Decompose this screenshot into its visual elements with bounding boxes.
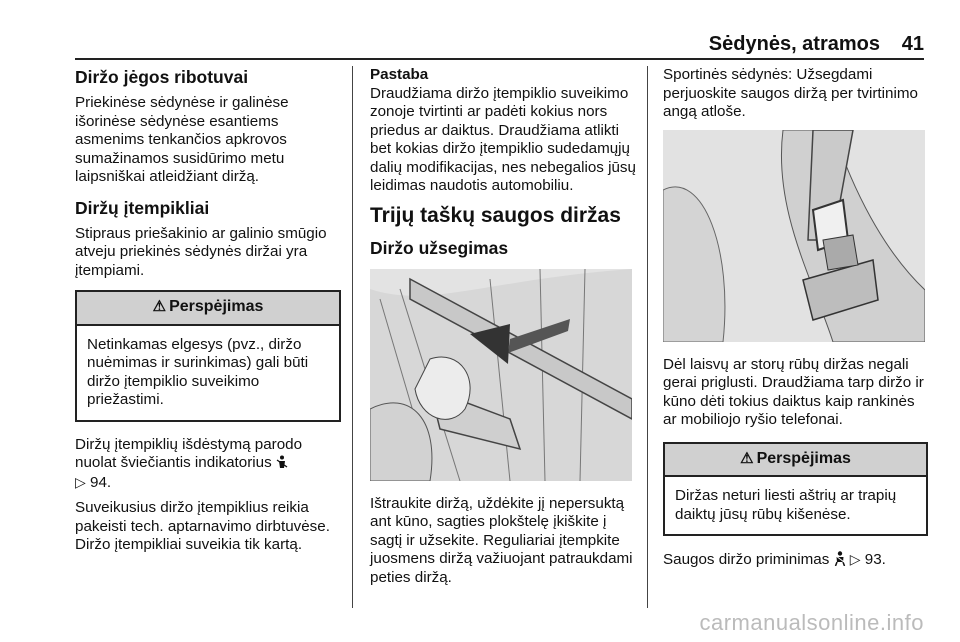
column-3 bbox=[663, 66, 928, 577]
warning-title-1: Perspėjimas bbox=[169, 298, 264, 315]
warning-header-2 bbox=[665, 444, 926, 478]
watermark: carmanualsonline.info bbox=[699, 610, 924, 635]
paragraph-reminder bbox=[663, 550, 928, 570]
reminder-page-ref[interactable]: 93. bbox=[864, 551, 886, 568]
paragraph-pretensioners: Stipraus priešakinio ar galinio smūgio atveju priekinės sėdynės diržai yra įtempiami. bbox=[75, 224, 327, 279]
seatbelt-person-icon bbox=[834, 551, 846, 566]
column-divider-2 bbox=[647, 66, 648, 608]
reference-arrow-icon: ▷ bbox=[849, 551, 861, 567]
warning-box-2 bbox=[663, 442, 928, 537]
paragraph-indicator bbox=[75, 436, 341, 493]
paragraph-sport-seats: Sportinės sėdynės: Užsegdami perjuoskite saugos diržą per tvirtinimo angą atloše. bbox=[663, 66, 918, 120]
warning-text-1: Netinkamas elgesys (pvz., diržo nuėmimas ir surinkimas) gali būti diržo įtempiklio suveikimo priežastimi. bbox=[87, 335, 309, 408]
indicator-page-ref[interactable]: 94. bbox=[90, 473, 112, 491]
reminder-text: Saugos diržo priminimas bbox=[663, 551, 830, 568]
heading-fastening: Diržo užsegimas bbox=[370, 237, 509, 258]
paragraph-fastening: Ištraukite diržą, uždėkite jį nepersuktą ant kūno, sagties plokštelę įkiškite į sagtį ir užsekite. Reguliariai įtempkite juosmens diržą važiuojant patraukdami peties diržą. bbox=[370, 494, 633, 586]
paragraph-clothing: Dėl laisvų ar storų rūbų diržas negali gerai priglusti. Draudžiama tarp diržo ir kūno dėti tokius daiktus kaip rankinės ar mobiliojo ryšio telefonai. bbox=[663, 355, 924, 428]
heading-three-point-belt: Trijų taškų saugos diržas bbox=[370, 203, 621, 227]
note-title: Pastaba bbox=[370, 66, 429, 83]
warning-text-2: Diržas neturi liesti aštrių ar trapių daiktų jūsų rūbų kišenėse. bbox=[675, 487, 897, 523]
warning-triangle-icon: ⚠ bbox=[152, 298, 167, 315]
page-number: 41 bbox=[901, 33, 924, 55]
paragraph-force-limiters: Priekinėse sėdynėse ir galinėse išorinėse sėdynėse esantiems asmenims tenkančios apkrovos sumažinamos susidūrimo metu laipsniškai atleidžiant diržą. bbox=[75, 94, 289, 185]
warning-box-1 bbox=[75, 290, 341, 422]
figure-sport-seat-belt-slot bbox=[663, 130, 925, 342]
warning-triangle-icon: ⚠ bbox=[740, 449, 754, 467]
paragraph-service: Suveikusius diržo įtempiklius reikia pakeisti tech. aptarnavimo dirbtuvėse. Diržo įtempikliai suveikia tik kartą. bbox=[75, 499, 330, 553]
reference-arrow-icon: ▷ bbox=[75, 473, 86, 490]
column-1 bbox=[75, 66, 341, 562]
column-2 bbox=[370, 66, 636, 594]
heading-pretensioners: Diržų įtempikliai bbox=[75, 197, 210, 218]
heading-force-limiters: Diržo jėgos ribotuvai bbox=[75, 67, 249, 87]
seat-pretensioner-icon bbox=[276, 455, 288, 469]
note-text: Draudžiama diržo įtempiklio suveikimo zonoje tvirtinti ar padėti kokius nors priedus ar daiktus. Draudžiama atlikti bet kokias diržo įtempiklio sudedamųjų dalių modifikacijas, nes nebegalios jūsų leidimas naudotis automobiliu. bbox=[370, 84, 636, 194]
running-header-title: Sėdynės, atramos bbox=[708, 33, 880, 55]
figure-fastening-belt bbox=[370, 269, 632, 481]
warning-title-2: Perspėjimas bbox=[756, 449, 851, 467]
warning-header-1 bbox=[77, 292, 339, 326]
header-rule bbox=[75, 58, 924, 60]
column-divider-1 bbox=[352, 66, 353, 608]
indicator-text: Diržų įtempiklių išdėstymą parodo nuolat šviečiantis indikatorius bbox=[75, 435, 303, 471]
